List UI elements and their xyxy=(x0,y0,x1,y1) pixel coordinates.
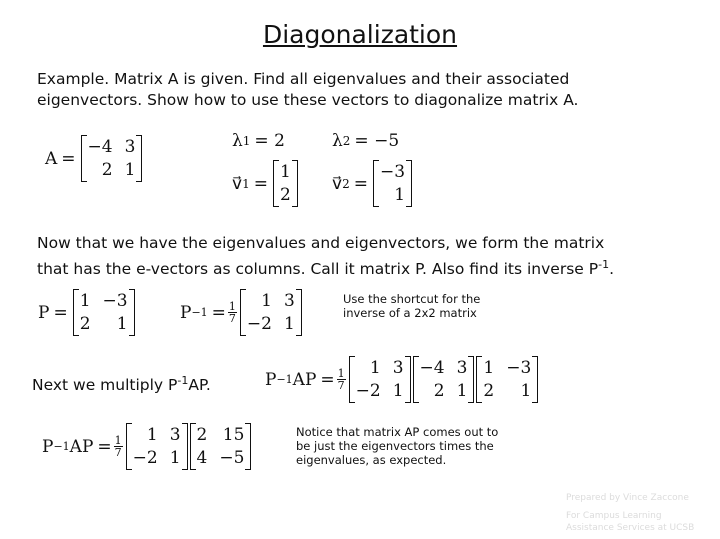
vector-symbol: v⃗ xyxy=(232,173,243,194)
matrix-cell: 1 xyxy=(124,160,136,180)
paragraph-text: that has the e-vectors as columns. Call it matrix P. Also find its inverse P xyxy=(37,260,599,279)
matrix-cell: 2 xyxy=(279,185,291,205)
matrix-p-inverse-equation: P −1 = $\frac{1}{7}$ 1 3 −2 1 xyxy=(180,289,303,336)
matrix-cell: 3 xyxy=(456,358,468,378)
lhs-label: P xyxy=(42,436,54,457)
matrix-cell: 2 xyxy=(101,160,113,180)
intro-line: Example. Matrix A is given. Find all eigenvalues and their associated xyxy=(37,70,570,88)
matrix-cell: 1 xyxy=(169,448,181,468)
lambda-symbol: λ xyxy=(232,131,243,151)
matrix-cell: 1 xyxy=(79,291,91,311)
lambda-subscript: 2 xyxy=(342,134,351,148)
matrix-cell: 1 xyxy=(261,291,272,311)
paragraph-period: . xyxy=(609,260,615,279)
product-equation: P −1 AP = $\frac{1}{7}$ 1 3 −2 1 −4 3 2 1 1 −3 2 1 xyxy=(265,356,539,403)
matrix-p-inverse-factor xyxy=(349,356,411,403)
p-inverse-superscript: −1 xyxy=(191,306,208,319)
multiply-superscript: -1 xyxy=(177,374,189,387)
matrix-cell: −3 xyxy=(102,291,128,311)
note-line: eigenvalues, as expected. xyxy=(296,453,447,467)
lhs-tail: AP xyxy=(69,436,94,457)
matrix-cell: −2 xyxy=(355,381,381,401)
inverse-superscript: -1 xyxy=(598,258,610,271)
vector-subscript: 2 xyxy=(342,176,350,191)
lhs-tail: AP xyxy=(292,369,317,390)
matrix-cell: 1 xyxy=(520,381,532,401)
matrix-p-inverse-factor xyxy=(126,423,188,470)
lambda2-equation xyxy=(332,131,399,151)
matrix-cell: −2 xyxy=(246,314,272,334)
matrix-cell: 3 xyxy=(392,358,404,378)
lambda-subscript: 1 xyxy=(242,134,251,148)
watermark-line: Prepared by Vince Zaccone xyxy=(566,493,689,503)
matrix-cell: 3 xyxy=(124,137,136,157)
watermark-line: Assistance Services at UCSB xyxy=(566,523,695,533)
matrix-a-label: A xyxy=(45,148,58,169)
matrix-p xyxy=(73,289,135,336)
paragraph-line xyxy=(37,254,614,280)
multiply-text xyxy=(32,370,211,396)
matrix-cell: 1 xyxy=(146,425,158,445)
p-inverse-label: P xyxy=(180,302,192,323)
lambda1-value: = 2 xyxy=(254,131,285,151)
eigenvector-v1 xyxy=(273,160,298,207)
matrix-p-label: P xyxy=(38,302,50,323)
matrix-cell: 4 xyxy=(196,448,208,468)
note-line: Notice that matrix AP comes out to xyxy=(296,425,499,439)
matrix-cell: −3 xyxy=(506,358,532,378)
matrix-cell: 1 xyxy=(369,358,381,378)
shortcut-note xyxy=(343,292,480,320)
matrix-cell: −2 xyxy=(132,448,158,468)
lhs-superscript: −1 xyxy=(276,373,293,386)
matrix-p-factor xyxy=(476,356,538,403)
matrix-cell: 1 xyxy=(392,381,404,401)
matrix-cell: −4 xyxy=(419,358,445,378)
intro-line: eigenvectors. Show how to use these vectors to diagonalize matrix A. xyxy=(37,91,579,109)
matrix-cell: 2 xyxy=(79,314,91,334)
multiply-label: Next we multiply P xyxy=(32,376,178,395)
matrix-cell: 1 xyxy=(279,162,291,182)
fraction-numerator: 1 xyxy=(114,434,122,447)
matrix-cell: 2 xyxy=(433,381,445,401)
fraction-numerator: 1 xyxy=(228,300,236,313)
matrix-a-equation: A = −4 3 2 1 xyxy=(45,135,143,182)
watermark-line: For Campus Learning xyxy=(566,511,662,521)
matrix-cell: 2 xyxy=(483,381,495,401)
matrix-p-equation: P = 1 −3 2 1 xyxy=(38,289,136,336)
vector-symbol: v⃗ xyxy=(332,173,343,194)
matrix-a xyxy=(81,135,143,182)
notice-note xyxy=(296,425,498,467)
matrix-cell: 3 xyxy=(169,425,181,445)
matrix-cell: 3 xyxy=(283,291,295,311)
multiply-end: AP. xyxy=(188,376,211,395)
matrix-cell: 1 xyxy=(394,185,406,205)
v2-equation: v⃗ 2 = −3 1 xyxy=(332,160,413,207)
note-line: be just the eigenvectors times the xyxy=(296,439,494,453)
scalar-fraction xyxy=(114,435,123,458)
matrix-cell: 1 xyxy=(283,314,295,334)
matrix-cell: 1 xyxy=(483,358,495,378)
matrix-cell: −3 xyxy=(379,162,406,182)
page-title: Diagonalization xyxy=(262,20,458,49)
fraction-denominator: 7 xyxy=(114,446,122,459)
lhs-label: P xyxy=(265,369,277,390)
matrix-cell: −4 xyxy=(87,137,113,157)
fraction-numerator: 1 xyxy=(337,367,345,380)
paragraph-line: Now that we have the eigenvalues and eigenvectors, we form the matrix xyxy=(37,234,605,252)
matrix-cell: 1 xyxy=(456,381,468,401)
note-line: Use the shortcut for the xyxy=(343,292,481,306)
eigenvector-v2 xyxy=(373,160,412,207)
fraction-denominator: 7 xyxy=(228,312,236,325)
scalar-fraction xyxy=(228,301,237,324)
form-matrix-paragraph xyxy=(37,233,614,280)
matrix-ap-factor xyxy=(190,423,252,470)
result-equation: P −1 AP = $\frac{1}{7}$ 1 3 −2 1 2 15 4 −5 xyxy=(42,423,252,470)
matrix-cell: 1 xyxy=(116,314,128,334)
matrix-cell: 15 xyxy=(222,425,245,445)
matrix-a-factor xyxy=(413,356,475,403)
vector-subscript: 1 xyxy=(242,176,250,191)
lhs-superscript: −1 xyxy=(53,440,70,453)
lambda1-equation xyxy=(232,131,285,151)
lambda2-value: = −5 xyxy=(354,131,400,151)
note-line: inverse of a 2x2 matrix xyxy=(343,306,477,320)
matrix-cell: −5 xyxy=(219,448,245,468)
matrix-cell: 2 xyxy=(196,425,208,445)
intro-paragraph xyxy=(37,69,579,111)
watermark xyxy=(566,492,694,534)
fraction-denominator: 7 xyxy=(337,379,345,392)
scalar-fraction xyxy=(337,368,346,391)
matrix-p-inverse xyxy=(240,289,302,336)
lambda-symbol: λ xyxy=(332,131,343,151)
v1-equation: v⃗ 1 = 1 2 xyxy=(232,160,299,207)
